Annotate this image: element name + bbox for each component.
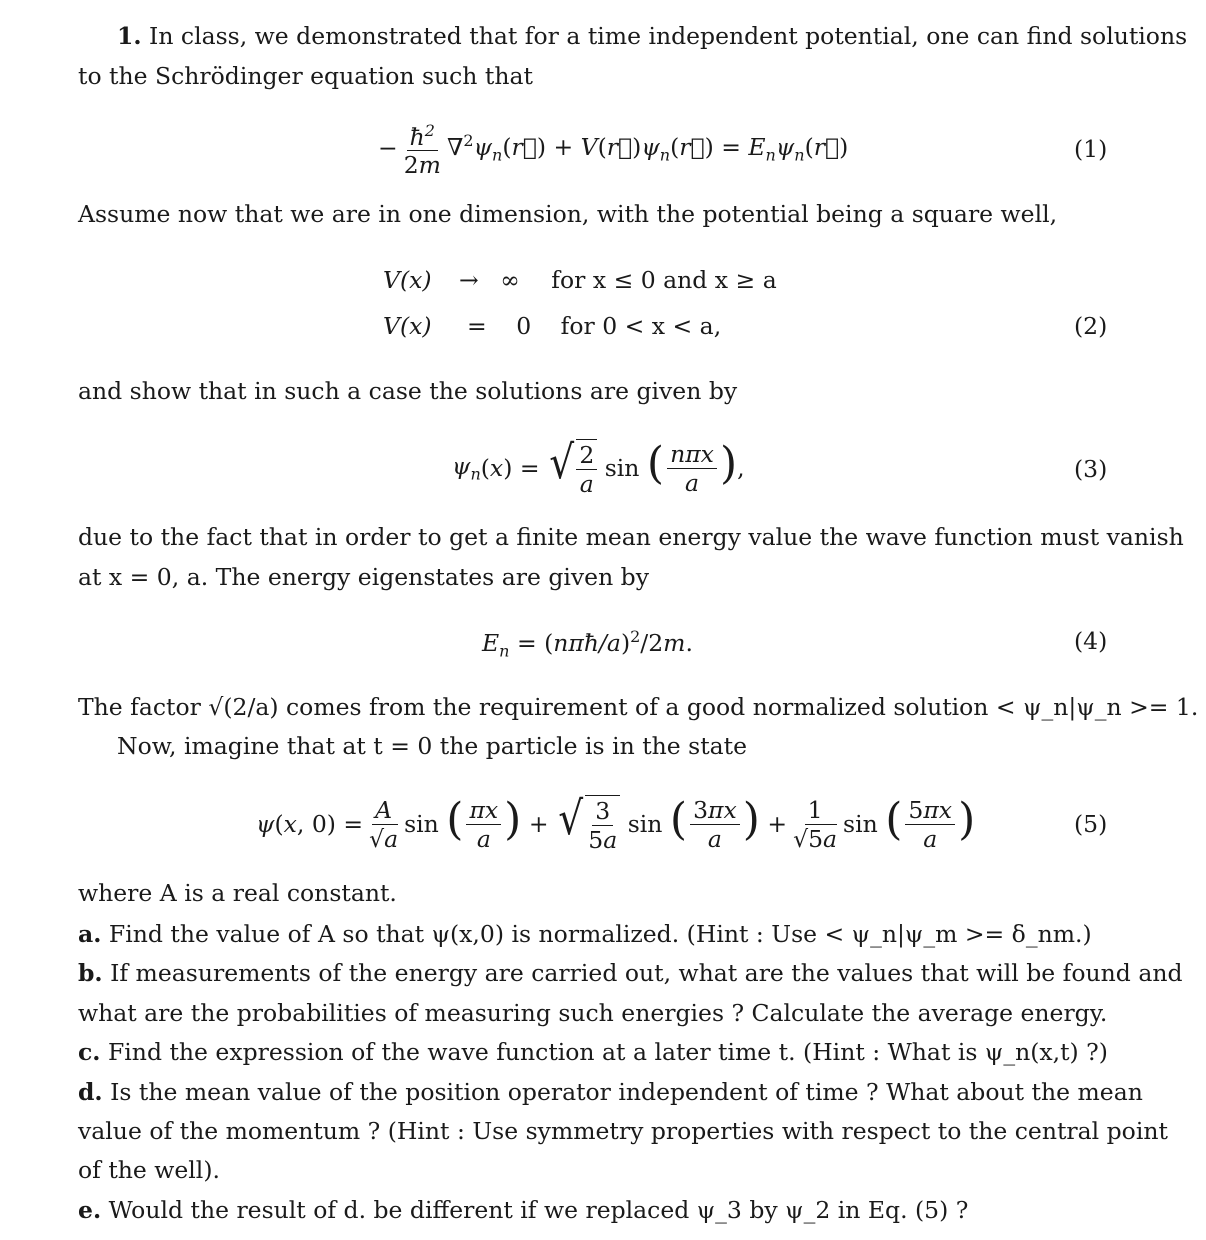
now-line: Now, imagine that at t = 0 the particle is in the state: [117, 732, 748, 760]
intro-text: In class, we demonstrated that for a time independent potential, one can find solutions: [149, 22, 1188, 50]
problem-number: 1.: [117, 22, 142, 50]
part-d-text-1: Is the mean value of the position operator independent of time ? What about the mean: [110, 1078, 1143, 1106]
eq2-line2-cond: for 0 < x < a,: [560, 312, 722, 340]
eq2-line1-lhs: V(x): [383, 266, 432, 294]
eq1-text: [0, 0, 1, 1]
equation-3: $\psi_n$ (x) = √ $\frac{2}{a}$ sin ( $\frac{\text{nπx}}{a}$ ) ,: [452, 435, 745, 498]
due-line-1: due to the fact that in order to get a finite mean energy value the wave function must vanish: [78, 523, 1184, 551]
due-line-2: at x = 0, a. The energy eigenstates are given by: [78, 563, 649, 591]
part-e-label: e.: [78, 1196, 102, 1224]
eq2-line1-rel: →: [459, 266, 479, 294]
part-c-text: Find the expression of the wave function at a later time t. (Hint : What is ψ_n(x,t) ?): [107, 1038, 1108, 1066]
part-b: [78, 959, 1183, 987]
factor-line: The factor √(2/a) comes from the requirement of a good normalized solution < ψ_n|ψ_n >= 1.: [78, 693, 1199, 721]
intro-line-1: [117, 22, 1187, 50]
where-line: where A is a real constant.: [78, 879, 397, 907]
show-line: and show that in such a case the solutions are given by: [78, 377, 738, 405]
eq2-line1-cond: for x ≤ 0 and x ≥ a: [551, 266, 777, 294]
part-e: [78, 1196, 968, 1224]
equation-2-label: (2): [1074, 312, 1108, 340]
equation-5: ψ (x, 0) = $\frac{A}{√a}$ sin ( $\frac{\pi x}{a}$ ) + √ $\frac{3}{5a}$ sin ( $\frac{3\pi x}{a}$ ) + $\frac{1}{√5a}$ sin ( $\frac{5\pi x}{a}$ ): [256, 791, 976, 854]
part-a: [78, 920, 1092, 948]
equation-2-line-2: [383, 312, 721, 340]
equation-3-label: (3): [1074, 455, 1108, 483]
eq2-line2-rhs: 0: [516, 312, 532, 340]
part-d-label: d.: [78, 1078, 103, 1106]
equation-4-label: (4): [1074, 627, 1108, 655]
equation-2-line-1: [383, 266, 777, 294]
part-a-label: a.: [78, 920, 102, 948]
intro-line-2: to the Schrödinger equation such that: [78, 62, 533, 90]
equation-1-label: (1): [1074, 135, 1108, 163]
part-c-label: c.: [78, 1038, 101, 1066]
part-b-text-2: what are the probabilities of measuring such energies ? Calculate the average energy.: [78, 999, 1108, 1027]
eq2-line1-rhs: ∞: [500, 266, 520, 294]
eq2-line2-lhs: V(x): [383, 312, 432, 340]
part-d-text-2: value of the momentum ? (Hint : Use symmetry properties with respect to the central point: [78, 1117, 1168, 1145]
part-e-text: Would the result of d. be different if we replaced ψ_3 by ψ_2 in Eq. (5) ?: [108, 1196, 969, 1224]
assume-line: Assume now that we are in one dimension, with the potential being a square well,: [78, 200, 1058, 228]
part-a-text: Find the value of A so that ψ(x,0) is normalized. (Hint : Use < ψ_n|ψ_m >= δ_nm.): [108, 920, 1092, 948]
equation-4: $E_n$ = (nπħ/a)$^2$/2m.: [482, 627, 693, 661]
part-b-text-1: If measurements of the energy are carried out, what are the values that will be found and: [110, 959, 1183, 987]
eq2-line2-rel: =: [467, 312, 487, 340]
equation-5-label: (5): [1074, 810, 1108, 838]
equation-1: − $\frac{ħ^2}{2m}$ $\nabla^2\psi_n(r⃗)$ + $V(r⃗)\psi_n(r⃗)$ = $E_n\psi_n(r⃗)$: [378, 114, 848, 182]
part-d-text-3: of the well).: [78, 1156, 220, 1184]
part-c: [78, 1038, 1108, 1066]
part-d: [78, 1078, 1143, 1106]
part-b-label: b.: [78, 959, 103, 987]
